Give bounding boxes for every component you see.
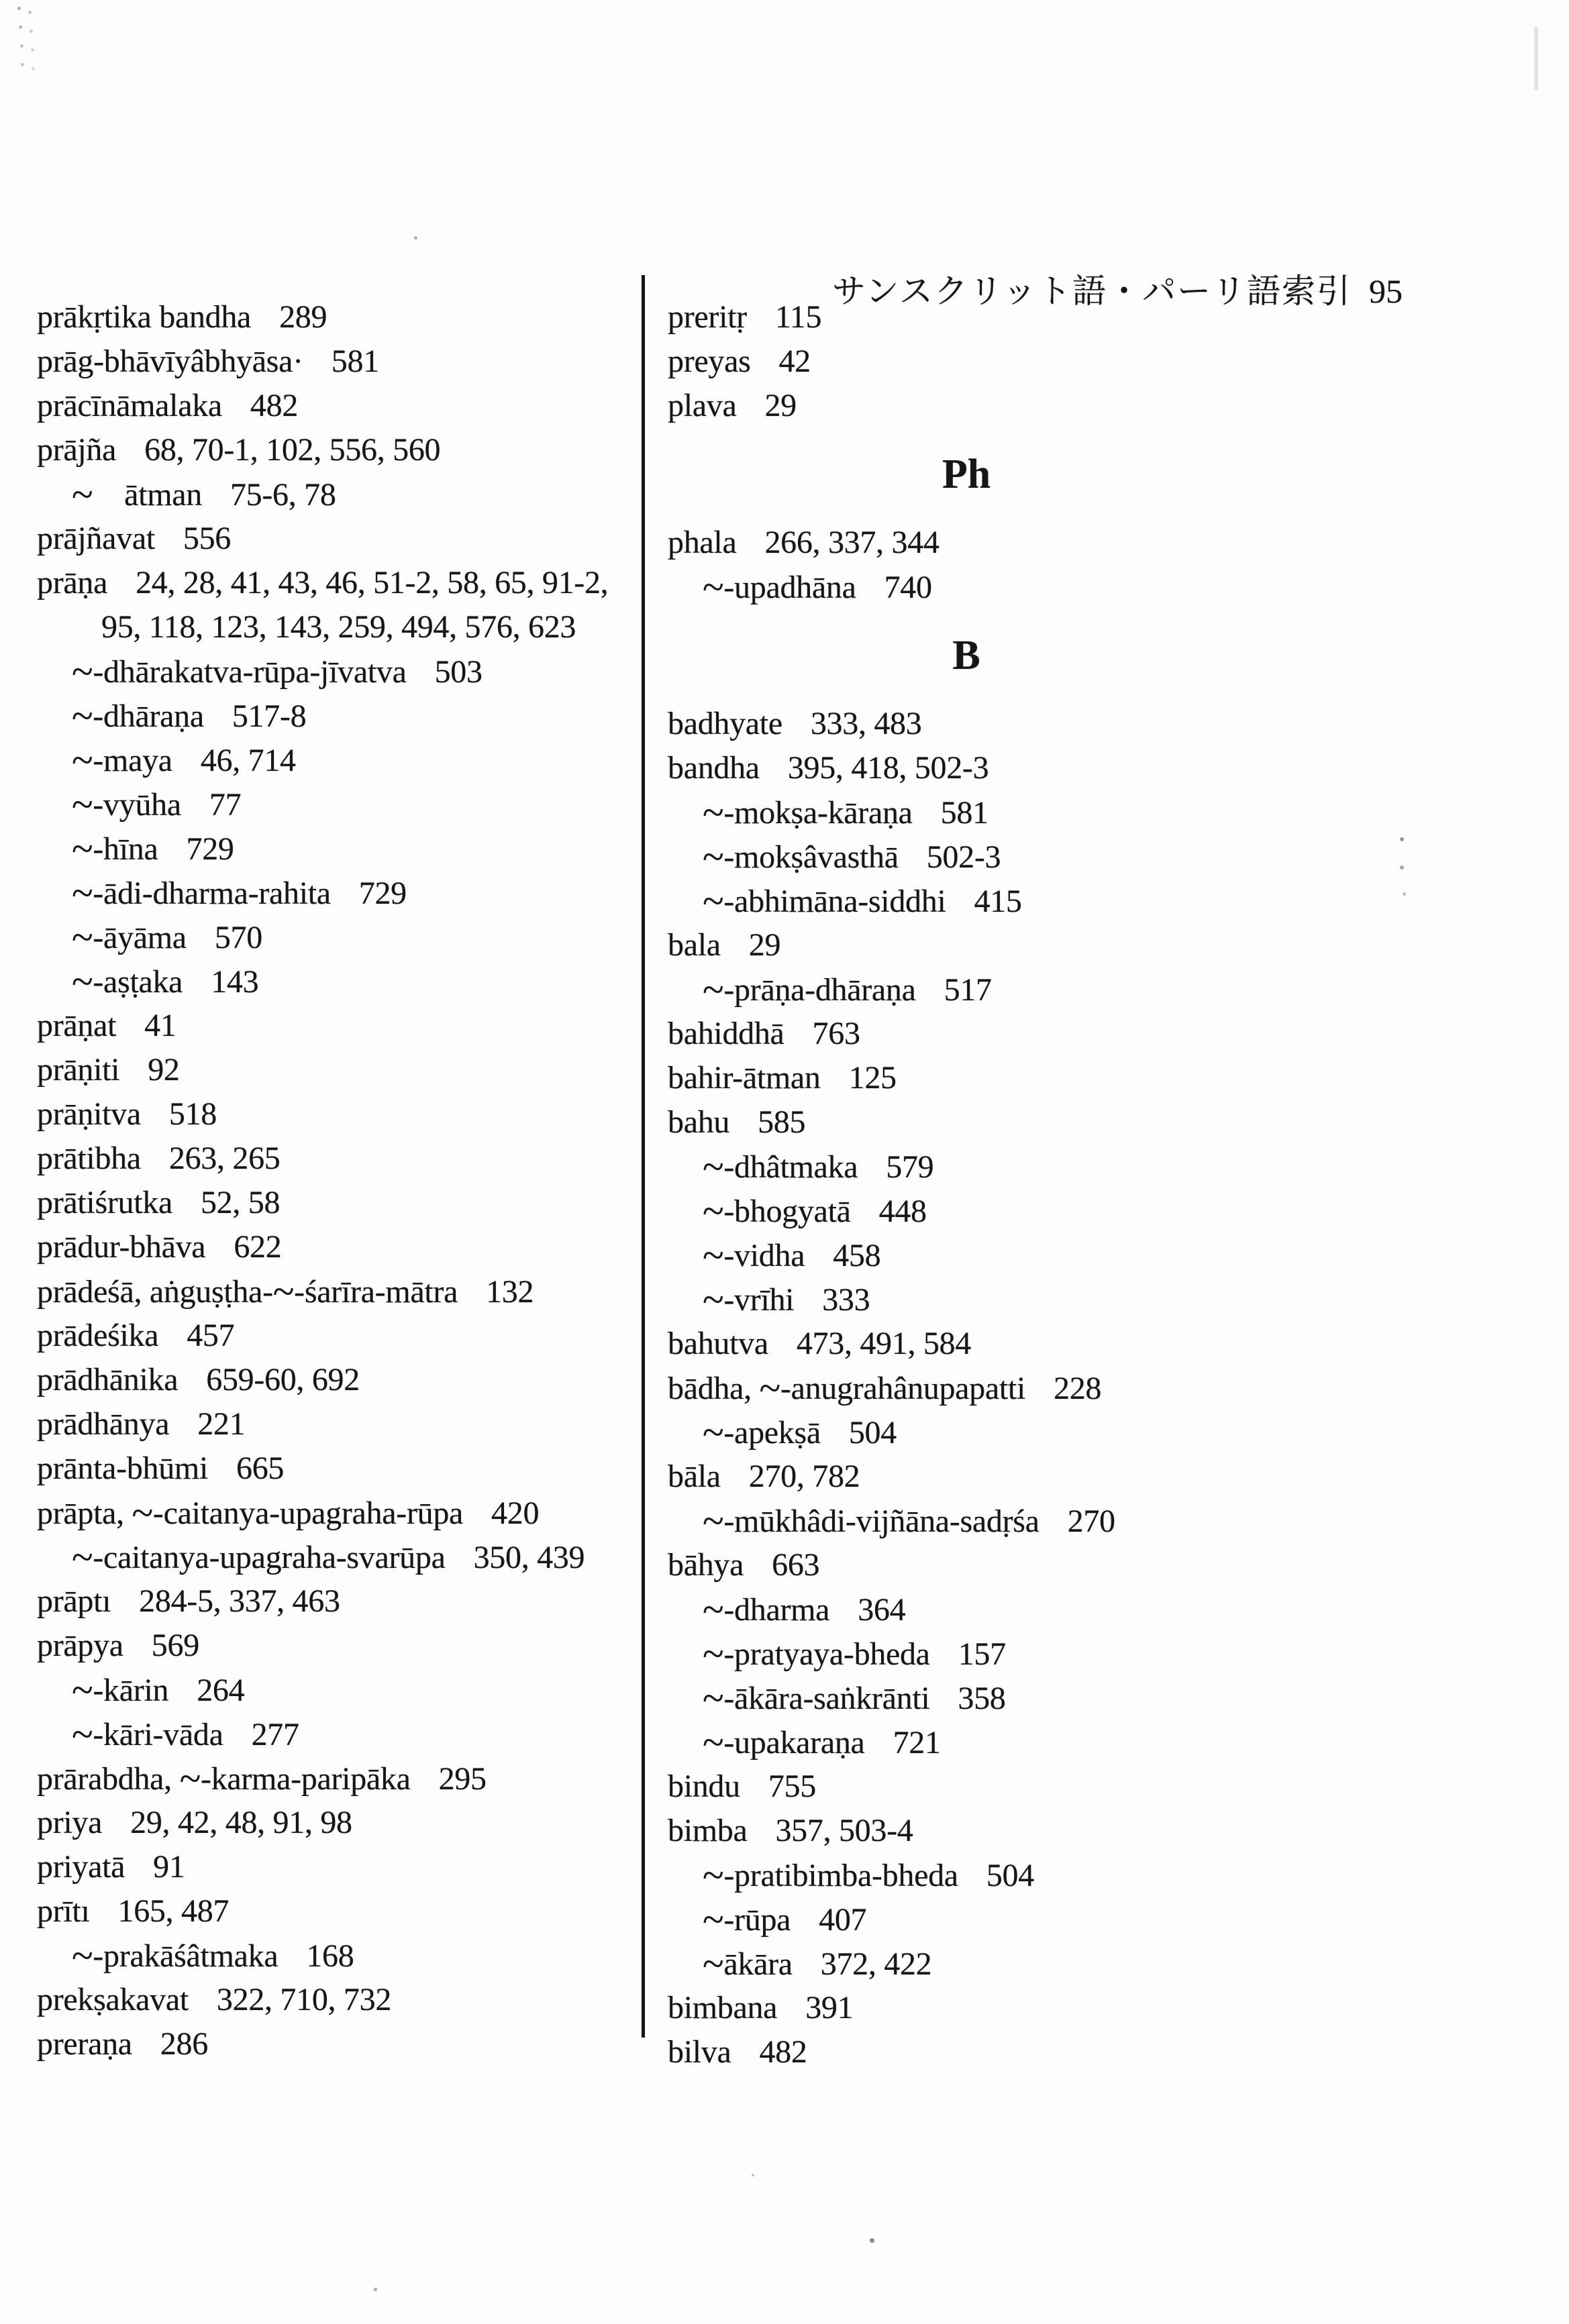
scan-speckle-cluster [17,7,21,10]
index-entry [668,1189,1416,1233]
index-entry [668,835,1416,879]
entry-term: priyatā [37,1849,125,1885]
entry-term: priya [37,1805,103,1840]
index-entry [668,923,1416,967]
index-entry [668,1322,1416,1366]
entry-page-refs: 504 [848,1414,897,1450]
tilde-swung-dash: ~ [703,790,724,834]
index-entry [37,1137,638,1181]
entry-term: ~-pratyaya-bheda [703,1632,930,1675]
index-entry [37,1934,638,1978]
entry-page-refs: 286 [160,2026,208,2062]
entry-term: prānta-bhūmi [37,1450,208,1486]
index-entry [668,1809,1416,1853]
index-entry [37,1712,638,1756]
index-entry [668,1942,1416,1986]
entry-page-refs: 372, 422 [820,1946,932,1982]
entry-page-refs: 333, 483 [810,706,922,741]
index-entry [37,605,638,649]
tilde-swung-dash: ~ [72,1668,93,1711]
entry-term: ~-caitanya-upagraha-svarūpa [72,1535,446,1579]
index-entry [668,1455,1416,1499]
tilde-swung-dash: ~ [703,1189,724,1232]
tilde-swung-dash: ~ [703,1233,724,1277]
entry-page-refs: 448 [878,1193,927,1229]
index-entry [37,384,638,428]
entry-page-refs: 91 [153,1849,185,1885]
index-entry [668,1986,1416,2030]
entry-page-refs: 407 [819,1901,867,1938]
entry-term: ~-kārin [72,1668,169,1711]
entry-term: ~ākāra [703,1942,793,1985]
index-entry [668,565,1416,609]
index-entry [37,1181,638,1225]
index-entry [668,1720,1416,1764]
entry-term: ~-dhâtmaka [703,1145,858,1188]
entry-page-refs: 570 [214,919,262,955]
entry-page-refs: 228 [1054,1370,1102,1406]
entry-term: ~-pratibimba-bheda [703,1853,958,1897]
entry-term: prādur-bhāva [37,1229,206,1265]
entry-term: prākṛtika bandha [37,299,252,335]
index-entry [37,561,638,605]
index-entry [37,295,638,339]
index-entry [37,1535,638,1579]
entry-term: ~-abhimāna-siddhi [703,879,946,922]
entry-term: preyas [668,344,751,379]
index-entry [668,1410,1416,1455]
index-entry [668,1145,1416,1189]
entry-page-refs: 358 [958,1680,1006,1716]
tilde-swung-dash: ~ [703,879,724,922]
tilde-swung-dash: ~ [703,1632,724,1675]
entry-page-refs: 322, 710, 732 [216,1982,392,2017]
section-heading: B [952,633,980,678]
index-entry [37,959,638,1004]
index-entry [37,1756,638,1801]
entry-page-refs: 77 [209,786,242,823]
entry-page-refs: 165, 487 [117,1893,230,1929]
entry-page-refs: 143 [211,963,259,1000]
entry-page-refs: 357, 503-4 [775,1813,913,1848]
tilde-swung-dash: ~ [703,1942,724,1985]
index-entry [37,339,638,384]
index-entry [668,1100,1416,1145]
index-entry [37,871,638,915]
entry-term: ~-upadhāna [703,565,856,609]
index-entry [668,1012,1416,1056]
entry-term: ~-ādi-dharma-rahita [72,871,331,914]
entry-term: bimbana [668,1990,778,2025]
entry-page-refs: 92 [148,1052,180,1088]
entry-page-refs: 289 [279,299,327,335]
entry-page-refs: 569 [151,1628,199,1663]
entry-term: ~-bhogyatā [703,1189,851,1232]
entry-page-refs: 115 [774,299,822,335]
entry-term: prātiśrutka [37,1185,172,1220]
entry-page-refs: 29, 42, 48, 91, 98 [130,1805,352,1840]
scan-speckle [1400,837,1404,841]
tilde-swung-dash: ~ [703,835,724,878]
index-entry [668,1543,1416,1587]
entry-page-refs: 457 [187,1318,235,1353]
tilde-swung-dash: ~ [72,782,93,826]
tilde-swung-dash: ~ [703,1676,724,1720]
entry-page-refs: 284-5, 337, 463 [139,1583,340,1619]
entry-page-refs: 132 [486,1273,534,1310]
entry-page-refs: 585 [758,1104,806,1140]
index-entry [668,879,1416,923]
index-entry [37,827,638,871]
entry-term: ~-ākāra-saṅkrānti [703,1676,930,1720]
index-entry [37,1491,638,1535]
entry-page-refs: 504 [986,1857,1034,1893]
entry-term: prādhānika [37,1362,179,1397]
entry-term: ~-mokṣâvasthā [703,835,899,878]
index-column-right [668,295,1416,2074]
entry-term: preritṛ [668,299,747,335]
entry-term: ~-kāri-vāda [72,1712,223,1756]
tilde-swung-dash: ~ [703,967,724,1011]
tilde-swung-dash: ~ [72,1934,93,1977]
entry-term: bahutva [668,1326,768,1361]
scan-speckle [414,236,417,240]
index-entry [668,384,1416,428]
tilde-swung-dash: ~ [703,565,724,609]
entry-term: prekṣakavat [37,1982,189,2017]
entry-page-refs: 270, 782 [748,1459,860,1494]
entry-page-refs: 729 [358,875,407,911]
entry-term: ~-vrīhi [703,1277,795,1321]
index-entry [668,1366,1416,1410]
entry-page-refs: 665 [236,1450,285,1486]
index-entry [668,1277,1416,1322]
entry-term: prārabdha, ~-karma-paripāka [37,1756,411,1800]
entry-term: ~-rūpa [703,1897,791,1941]
index-entry [668,746,1416,790]
index-entry [37,428,638,472]
index-entry [668,1056,1416,1100]
entry-page-refs: 264 [197,1672,245,1708]
entry-term: prāṇa [37,565,108,600]
index-entry [668,2030,1416,2074]
index-entry [37,1314,638,1358]
entry-page-refs: 663 [772,1547,820,1583]
entry-term: ~-vyūha [72,782,181,826]
entry-page-refs: 295 [438,1760,487,1797]
header-title: サンスクリット語・パーリ語索引 [832,272,1352,310]
entry-term: prāṇitva [37,1096,141,1132]
entry-term: bala [668,927,721,963]
entry-page-refs: 473, 491, 584 [796,1326,971,1361]
entry-page-refs: 581 [940,794,989,831]
entry-term: phala [668,525,737,560]
index-entry [37,915,638,959]
index-entry [37,782,638,827]
scan-speckle [374,2288,377,2291]
tilde-swung-dash: ~ [703,1499,724,1542]
entry-term: prāg-bhāvīyâbhyāsa· [37,344,303,379]
entry-term: ~-aṣṭaka [72,959,183,1003]
index-entry [668,1853,1416,1897]
tilde-swung-dash: ~ [703,1720,724,1764]
index-entry [37,1624,638,1668]
entry-term: ~-mūkhâdi-vijñāna-sadṛśa [703,1499,1040,1542]
entry-term: plava [668,388,737,423]
index-entry [37,517,638,561]
index-entry [37,694,638,738]
index-entry [37,1668,638,1712]
index-entry [37,1092,638,1137]
scan-edge-smudge [1534,27,1538,91]
entry-page-refs: 277 [251,1716,299,1752]
index-entry [37,1446,638,1491]
tilde-swung-dash: ~ [703,1145,724,1188]
entry-page-refs: 157 [958,1636,1006,1672]
entry-page-refs: 763 [812,1016,860,1051]
entry-page-refs: 415 [974,883,1022,919]
entry-page-refs: 395, 418, 502-3 [787,750,989,786]
entry-page-refs: 482 [250,388,299,423]
entry-page-refs: 391 [805,1990,854,2025]
entry-page-refs: 270 [1067,1503,1115,1539]
entry-term: preraṇa [37,2026,132,2062]
index-entry [668,1764,1416,1809]
index-entry [668,702,1416,746]
entry-term: ~-mokṣa-kāraṇa [703,790,913,834]
index-entry [37,1889,638,1934]
entry-page-refs: 266, 337, 344 [764,525,940,560]
entry-term: prācīnāmalaka [37,388,222,423]
entry-page-refs: 503 [434,653,483,690]
tilde-swung-dash: ~ [72,649,93,693]
entry-page-refs: 95, 118, 123, 143, 259, 494, 576, 623 [101,609,576,645]
index-entry [668,790,1416,835]
entry-term: ~-prakāśâtmaka [72,1934,279,1977]
entry-term: prītı [37,1893,90,1929]
index-entry [37,1269,638,1314]
entry-page-refs: 579 [886,1149,934,1185]
entry-term: prājña [37,432,117,468]
entry-term: prādhānya [37,1406,170,1442]
entry-page-refs: 517 [944,971,992,1008]
entry-term: ~-dhāraṇa [72,694,204,737]
entry-term: badhyate [668,706,782,741]
tilde-swung-dash: ~ [72,871,93,914]
index-entry [37,2022,638,2066]
index-entry [668,1587,1416,1632]
entry-page-refs: 42 [778,344,811,379]
entry-page-refs: 364 [858,1591,906,1628]
tilde-swung-dash: ~ [703,1277,724,1321]
tilde-swung-dash: ~ [703,1587,724,1631]
entry-term: prāpya [37,1628,123,1663]
entry-page-refs: 458 [833,1237,881,1273]
entry-page-refs: 333 [822,1281,870,1318]
index-entry [37,472,638,517]
entry-term: ~-apekṣā [703,1410,821,1454]
entry-page-refs: 556 [183,521,231,556]
entry-page-refs: 350, 439 [473,1539,585,1575]
entry-term: ~-upakaraṇa [703,1720,865,1764]
entry-term: ~-vidha [703,1233,805,1277]
entry-term: prāpta, ~-caitanya-upagraha-rūpa [37,1491,464,1534]
entry-page-refs: 518 [168,1096,217,1132]
entry-page-refs: 29 [764,388,797,423]
scan-speckle [752,2174,754,2176]
index-entry [668,1632,1416,1676]
entry-page-refs: 75-6, 78 [230,476,336,513]
entry-page-refs: 622 [234,1229,282,1265]
entry-term: bindu [668,1768,740,1804]
index-entry [668,1499,1416,1543]
entry-page-refs: 755 [768,1768,816,1804]
entry-term: ~-prāṇa-dhāraṇa [703,967,916,1011]
entry-page-refs: 581 [331,344,379,379]
tilde-swung-dash: ~ [759,1366,780,1410]
entry-page-refs: 46, 714 [200,742,296,778]
tilde-swung-dash: ~ [703,1410,724,1454]
entry-term: bāla [668,1459,721,1494]
entry-term: bahiddhā [668,1016,784,1051]
index-entry [668,295,1416,339]
index-entry [37,1978,638,2022]
entry-page-refs: 502-3 [926,839,1001,875]
entry-page-refs: 263, 265 [168,1141,281,1176]
entry-term: bāhya [668,1547,744,1583]
tilde-swung-dash: ~ [72,694,93,737]
index-entry [37,1801,638,1845]
entry-term: ~-dhārakatva-rūpa-jīvatva [72,649,407,693]
entry-term: bādha, ~-anugrahânupapatti [668,1366,1025,1410]
entry-page-refs: 721 [893,1724,941,1760]
entry-term: bandha [668,750,760,786]
index-entry [37,1048,638,1092]
tilde-swung-dash: ~ [72,738,93,782]
entry-page-refs: 221 [197,1406,246,1442]
index-column-left [37,295,638,2066]
section-heading: Ph [942,452,991,497]
entry-page-refs: 68, 70-1, 102, 556, 560 [144,432,441,468]
tilde-swung-dash: ~ [72,472,93,516]
index-entry [668,967,1416,1012]
entry-term: bahir-ātman [668,1060,821,1096]
scan-speckle [870,2238,874,2243]
entry-term: bilva [668,2034,731,2070]
tilde-swung-dash: ~ [72,959,93,1003]
entry-page-refs: 168 [306,1938,354,1974]
entry-page-refs: 729 [186,831,234,867]
column-divider-rule [642,275,645,2038]
entry-page-refs: 659-60, 692 [206,1362,360,1397]
tilde-swung-dash: ~ [72,1535,93,1579]
entry-term: prāṇat [37,1008,117,1043]
tilde-swung-dash: ~ [272,1269,295,1313]
index-entry [37,1402,638,1446]
entry-term: ~-āyāma [72,915,187,959]
index-entry [37,738,638,782]
index-entry [668,339,1416,384]
scan-speckle [1403,892,1406,896]
entry-page-refs: 24, 28, 41, 43, 46, 51-2, 58, 65, 91-2, [136,565,609,600]
entry-page-refs: 740 [884,569,932,605]
tilde-swung-dash: ~ [179,1756,201,1800]
entry-page-refs: 125 [848,1060,897,1096]
tilde-swung-dash: ~ [72,827,93,870]
entry-term: prātibha [37,1141,141,1176]
entry-term: ~-hīna [72,827,158,870]
entry-term: prādeśā, aṅguṣṭha-~-śarīra-mātra [37,1269,458,1313]
page-number: 95 [1369,272,1403,310]
entry-page-refs: 420 [491,1495,540,1531]
tilde-swung-dash: ~ [72,915,93,959]
entry-term: prāptı [37,1583,111,1619]
index-entry [668,521,1416,565]
entry-term: prāṇiti [37,1052,120,1088]
entry-term: bimba [668,1813,748,1848]
entry-term: ~-dharma [703,1587,830,1631]
entry-term: bahu [668,1104,730,1140]
tilde-swung-dash: ~ [72,1712,93,1756]
entry-page-refs: 482 [759,2034,807,2070]
index-entry [37,1004,638,1048]
index-entry [37,1579,638,1624]
index-entry [37,1845,638,1889]
index-entry [668,1676,1416,1720]
entry-page-refs: 52, 58 [200,1185,281,1220]
tilde-swung-dash: ~ [703,1853,724,1897]
index-entry [37,1358,638,1402]
entry-page-refs: 29 [748,927,781,963]
scan-speckle [1400,865,1404,869]
entry-term: prādeśika [37,1318,159,1353]
tilde-swung-dash: ~ [132,1491,153,1534]
index-entry [668,1233,1416,1277]
tilde-swung-dash: ~ [703,1897,724,1941]
entry-term: ~-maya [72,738,172,782]
index-entry [37,649,638,694]
entry-page-refs: 41 [144,1008,176,1043]
entry-term: prājñavat [37,521,155,556]
index-entry [37,1225,638,1269]
index-entry [668,1897,1416,1942]
entry-page-refs: 517-8 [232,698,307,734]
entry-term: ~ ātman [72,472,202,516]
